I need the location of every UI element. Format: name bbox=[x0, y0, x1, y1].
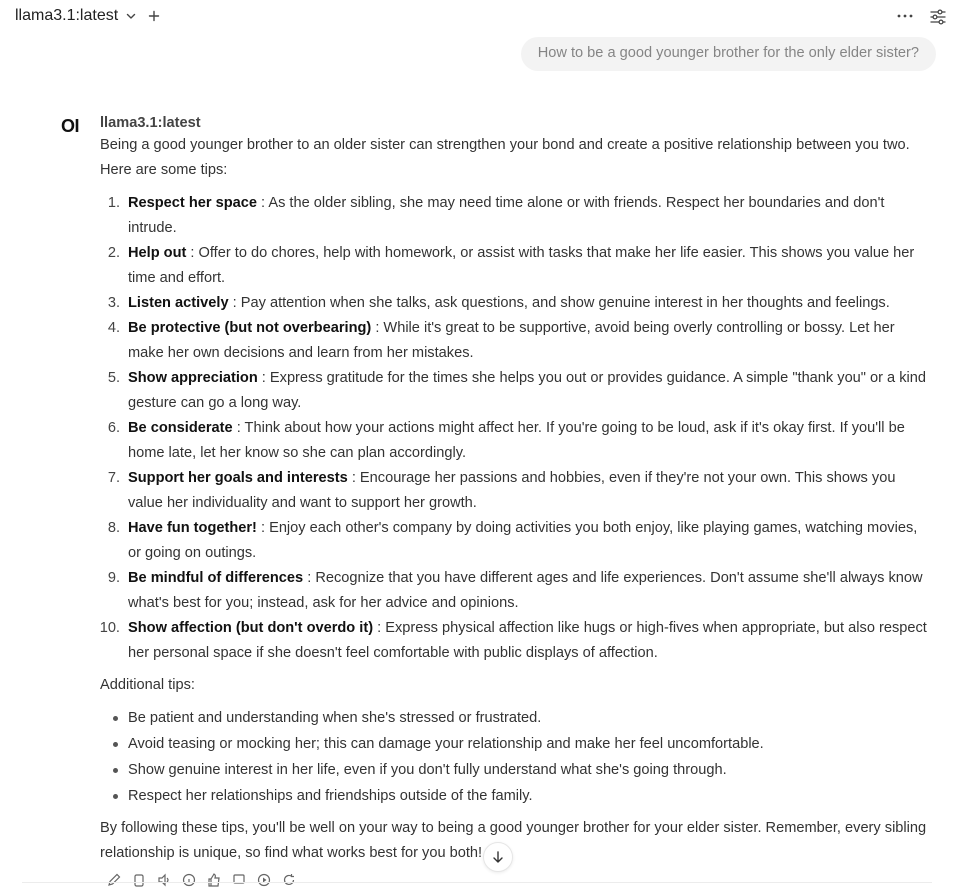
tip-title: Have fun together! bbox=[128, 520, 257, 536]
edit-icon[interactable] bbox=[106, 872, 122, 888]
assistant-name: llama3.1:latest bbox=[100, 115, 201, 131]
tip-title: Be mindful of differences bbox=[128, 570, 304, 586]
info-icon[interactable] bbox=[181, 872, 197, 888]
tip-title: Support her goals and interests bbox=[128, 470, 348, 486]
sliders-icon[interactable] bbox=[929, 8, 947, 26]
tip-text: : Pay attention when she talks, ask questions, and show genuine interest in her thoughts and feelings. bbox=[228, 295, 890, 311]
tip-text: : Encourage her passions and hobbies, even if they're not your own. This shows you value her individuality and want to support her growth. bbox=[128, 470, 896, 511]
additional-tip: Show genuine interest in her life, even if you don't fully understand what she's going through. bbox=[128, 762, 727, 778]
list-item bbox=[100, 191, 930, 241]
tip-title: Show affection (but don't overdo it) bbox=[128, 620, 374, 636]
tip-title: Listen actively bbox=[128, 295, 229, 311]
list-item bbox=[100, 757, 930, 783]
tip-text: : Express gratitude for the times she helps you out or provides guidance. A simple "thank you" or a kind gesture can go a long way. bbox=[128, 370, 927, 411]
assistant-avatar: OI bbox=[61, 116, 80, 136]
tip-title: Respect her space bbox=[128, 195, 257, 211]
additional-tip: Avoid teasing or mocking her; this can damage your relationship and make her feel uncomfortable. bbox=[128, 736, 764, 752]
tip-text: : Enjoy each other's company by doing activities you both enjoy, like playing games, watching movies, or going on outings. bbox=[128, 520, 918, 561]
tips-list bbox=[100, 191, 930, 666]
list-number: 8. bbox=[107, 520, 120, 536]
model-selector[interactable] bbox=[15, 7, 137, 25]
list-item bbox=[100, 366, 930, 416]
message-actions bbox=[106, 872, 297, 888]
additional-heading: Additional tips: bbox=[100, 677, 195, 693]
list-item bbox=[100, 466, 930, 516]
tip-title: Be protective (but not overbearing) bbox=[128, 320, 372, 336]
tip-text: : Express physical affection like hugs or high-fives when appropriate, but also respect her personal space if she doesn't feel comfortable with public displays of affection. bbox=[128, 620, 927, 661]
arrow-down-icon bbox=[491, 850, 505, 864]
intro-paragraph: Being a good younger brother to an older sister can strengthen your bond and create a positive relationship between you two. Here are some tips: bbox=[100, 137, 910, 178]
list-item bbox=[100, 616, 930, 666]
tip-title: Be considerate bbox=[128, 420, 233, 436]
list-number: 6. bbox=[107, 420, 120, 436]
bullet-dot bbox=[113, 768, 118, 773]
list-number: 9. bbox=[107, 570, 120, 586]
list-number: 4. bbox=[107, 320, 120, 336]
list-item bbox=[100, 316, 930, 366]
tip-title: Show appreciation bbox=[128, 370, 258, 386]
list-item bbox=[100, 783, 930, 809]
model-name: llama3.1:latest bbox=[15, 7, 119, 24]
tip-title: Help out bbox=[128, 245, 187, 261]
bullet-dot bbox=[113, 716, 118, 721]
top-bar bbox=[0, 0, 955, 34]
list-number: 3. bbox=[107, 295, 120, 311]
continue-icon[interactable] bbox=[256, 872, 272, 888]
tip-text: : As the older sibling, she may need time alone or with friends. Respect her boundaries and don't intrude. bbox=[128, 195, 885, 236]
scroll-to-bottom-button[interactable] bbox=[483, 842, 513, 872]
additional-tip: Respect her relationships and friendships outside of the family. bbox=[128, 788, 533, 804]
list-item bbox=[100, 291, 930, 316]
bullet-dot bbox=[113, 794, 118, 799]
list-item bbox=[100, 705, 930, 731]
list-number: 2. bbox=[107, 245, 120, 261]
list-item bbox=[100, 731, 930, 757]
divider bbox=[22, 882, 932, 883]
copy-icon[interactable] bbox=[131, 872, 147, 888]
closing-paragraph: By following these tips, you'll be well on your way to being a good younger brother for your elder sister. Remember, every sibling relationship is unique, so find what works best for you both! bbox=[100, 820, 927, 861]
tip-text: : Offer to do chores, help with homework, or assist with tasks that make her life easier. This shows you value her time and effort. bbox=[128, 245, 915, 286]
list-item bbox=[100, 241, 930, 291]
thumbs-up-icon[interactable] bbox=[206, 872, 222, 888]
additional-list bbox=[100, 705, 930, 809]
list-item bbox=[100, 416, 930, 466]
list-number: 7. bbox=[107, 470, 120, 486]
list-number: 10. bbox=[99, 620, 120, 636]
read-aloud-icon[interactable] bbox=[156, 872, 172, 888]
assistant-message bbox=[100, 133, 930, 866]
tip-text: : While it's great to be supportive, avoid being overly controlling or bossy. Let her make her own decisions and learn from her mistakes. bbox=[128, 320, 895, 361]
tip-text: : Recognize that you have different ages and life experiences. Don't assume she'll always know what's best for you; instead, ask for her advice and opinions. bbox=[128, 570, 923, 611]
user-message: How to be a good younger brother for the only elder sister? bbox=[521, 37, 936, 71]
chevron-down-icon[interactable] bbox=[125, 10, 137, 22]
list-number: 5. bbox=[107, 370, 120, 386]
bullet-dot bbox=[113, 742, 118, 747]
list-item bbox=[100, 566, 930, 616]
additional-tip: Be patient and understanding when she's stressed or frustrated. bbox=[128, 710, 542, 726]
tip-text: : Think about how your actions might affect her. If you're going to be loud, ask if it's okay first. If you'll be home late, let her know so she can plan accordingly. bbox=[128, 420, 905, 461]
regenerate-icon[interactable] bbox=[281, 872, 297, 888]
thumbs-down-icon[interactable] bbox=[231, 872, 247, 888]
plus-icon[interactable] bbox=[147, 9, 161, 23]
list-item bbox=[100, 516, 930, 566]
list-number: 1. bbox=[107, 195, 120, 211]
more-horizontal-icon[interactable] bbox=[896, 9, 914, 23]
